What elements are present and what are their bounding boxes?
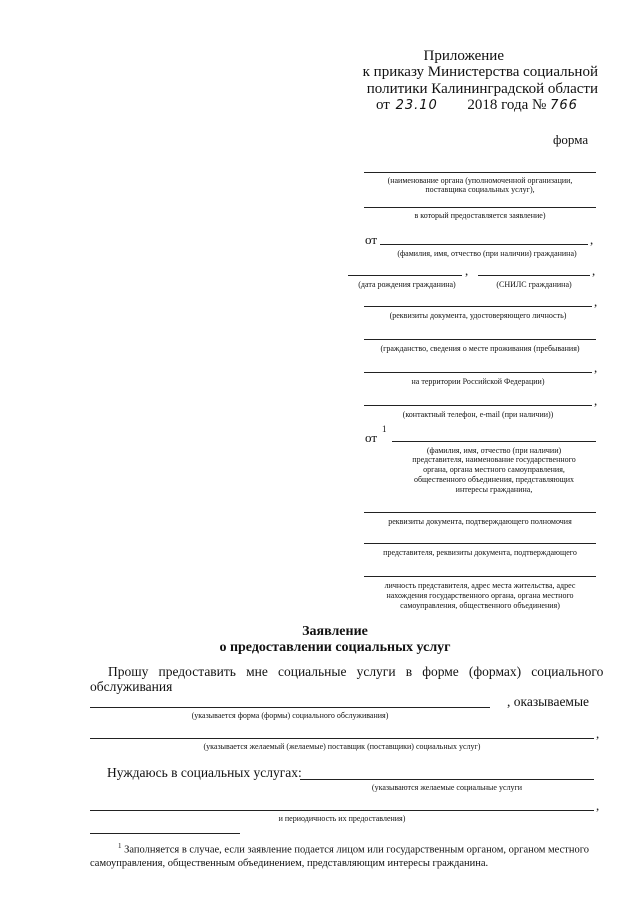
provider-comma: ,: [596, 726, 600, 741]
rep-doc-line: [364, 543, 596, 544]
periodicity-caption: и периодичность их предоставления): [278, 814, 406, 823]
rep-caption-2: представителя, наименование государственного: [412, 455, 576, 464]
services-comma: ,: [596, 798, 600, 813]
territory-comma: ,: [594, 360, 598, 375]
footnote-text: [90, 840, 610, 870]
fio-caption: (фамилия, имя, отчество (при наличии) гражданина): [397, 249, 577, 258]
rep-doc-caption: представителя, реквизиты документа, подтверждающего: [383, 548, 577, 557]
header-title: Приложение: [423, 48, 504, 64]
organ-caption-2: поставщика социальных услуг),: [425, 185, 535, 194]
header-date-line: [376, 97, 578, 114]
contact-line: [364, 405, 592, 406]
from-label: от: [365, 232, 378, 247]
contact-caption: (контактный телефон, e-mail (при наличии)): [402, 410, 554, 419]
fio-line: [380, 244, 588, 245]
fio-comma: ,: [590, 232, 594, 247]
provider-caption: (указывается желаемый (желаемые) поставщик (поставщики) социальных услуг): [203, 742, 481, 751]
snils-line: [478, 275, 590, 276]
need-label: Нуждаюсь в социальных услугах:: [107, 765, 302, 780]
organ-caption-1: (наименование органа (уполномоченной организации,: [387, 176, 573, 185]
footnote-mark: 1: [118, 842, 122, 850]
rep-caption-3: органа, органа местного самоуправления,: [423, 465, 565, 474]
services-caption: (указываются желаемые социальные услуги: [371, 783, 523, 792]
territory-line: [364, 372, 592, 373]
identity-line: [364, 576, 596, 577]
authority-caption: реквизиты документа, подтверждающего полномочия: [388, 517, 572, 526]
identity-caption-2: нахождения государственного органа, органа местного: [386, 591, 574, 600]
rep-fio-line: [392, 441, 596, 442]
services-line-2: [90, 810, 594, 811]
id-doc-line: [364, 306, 592, 307]
territory-caption: на территории Российской Федерации): [411, 377, 545, 386]
rep-from-label: от: [365, 430, 378, 445]
service-form-line: [90, 707, 490, 708]
order-number-handwritten: 766: [550, 98, 578, 113]
header-ministry-line: политики Калининградской области: [366, 81, 598, 97]
birth-date-line: [348, 275, 462, 276]
contact-comma: ,: [594, 393, 598, 408]
organ-line: [364, 172, 596, 173]
provided-label: , оказываемые: [507, 694, 590, 709]
birth-comma: ,: [465, 263, 469, 278]
birth-caption: (дата рождения гражданина): [358, 280, 456, 289]
form-label: форма: [553, 132, 589, 147]
rep-footnote-mark: 1: [382, 424, 387, 434]
rep-caption-5: интересы гражданина,: [455, 485, 533, 494]
footnote-line-1: Заполняется в случае, если заявление подается лицом или государственным органом, органом местного: [121, 844, 590, 856]
submitted-line: [364, 207, 596, 208]
footnote-line-2: самоуправления, общественным объединением, представляющим интересы гражданина.: [90, 857, 489, 869]
footnote-separator: [90, 833, 240, 834]
snils-comma: ,: [592, 263, 596, 278]
request-line-2: обслуживания: [90, 679, 173, 694]
service-form-caption: (указывается форма (формы) социального обслуживания): [191, 711, 389, 720]
request-line-1: Прошу предоставить мне социальные услуги в форме (формах) социального: [108, 664, 604, 679]
date-prefix: от: [376, 97, 390, 113]
provider-line: [90, 738, 594, 739]
year-text: 2018 года №: [467, 97, 547, 113]
statement-title: Заявление: [302, 624, 368, 639]
id-doc-comma: ,: [594, 294, 598, 309]
id-doc-caption: (реквизиты документа, удостоверяющего личность): [389, 311, 567, 320]
rep-caption-4: общественного объединения, представляющих: [413, 475, 575, 484]
snils-caption: (СНИЛС гражданина): [496, 280, 572, 289]
submitted-caption: в который предоставляется заявление): [414, 211, 546, 220]
identity-caption-1: личность представителя, адрес места жительства, адрес: [384, 581, 576, 590]
citizenship-caption: (гражданство, сведения о месте проживания (пребывания): [380, 344, 580, 353]
statement-subtitle: о предоставлении социальных услуг: [219, 640, 451, 655]
header-order-line: к приказу Министерства социальной: [362, 64, 598, 80]
date-handwritten: 23.10: [395, 98, 438, 113]
services-line-1: [300, 779, 594, 780]
citizenship-line: [364, 339, 596, 340]
rep-caption-1: (фамилия, имя, отчество (при наличии): [426, 446, 562, 455]
authority-line: [364, 512, 596, 513]
identity-caption-3: самоуправления, общественного объединения): [400, 601, 560, 610]
